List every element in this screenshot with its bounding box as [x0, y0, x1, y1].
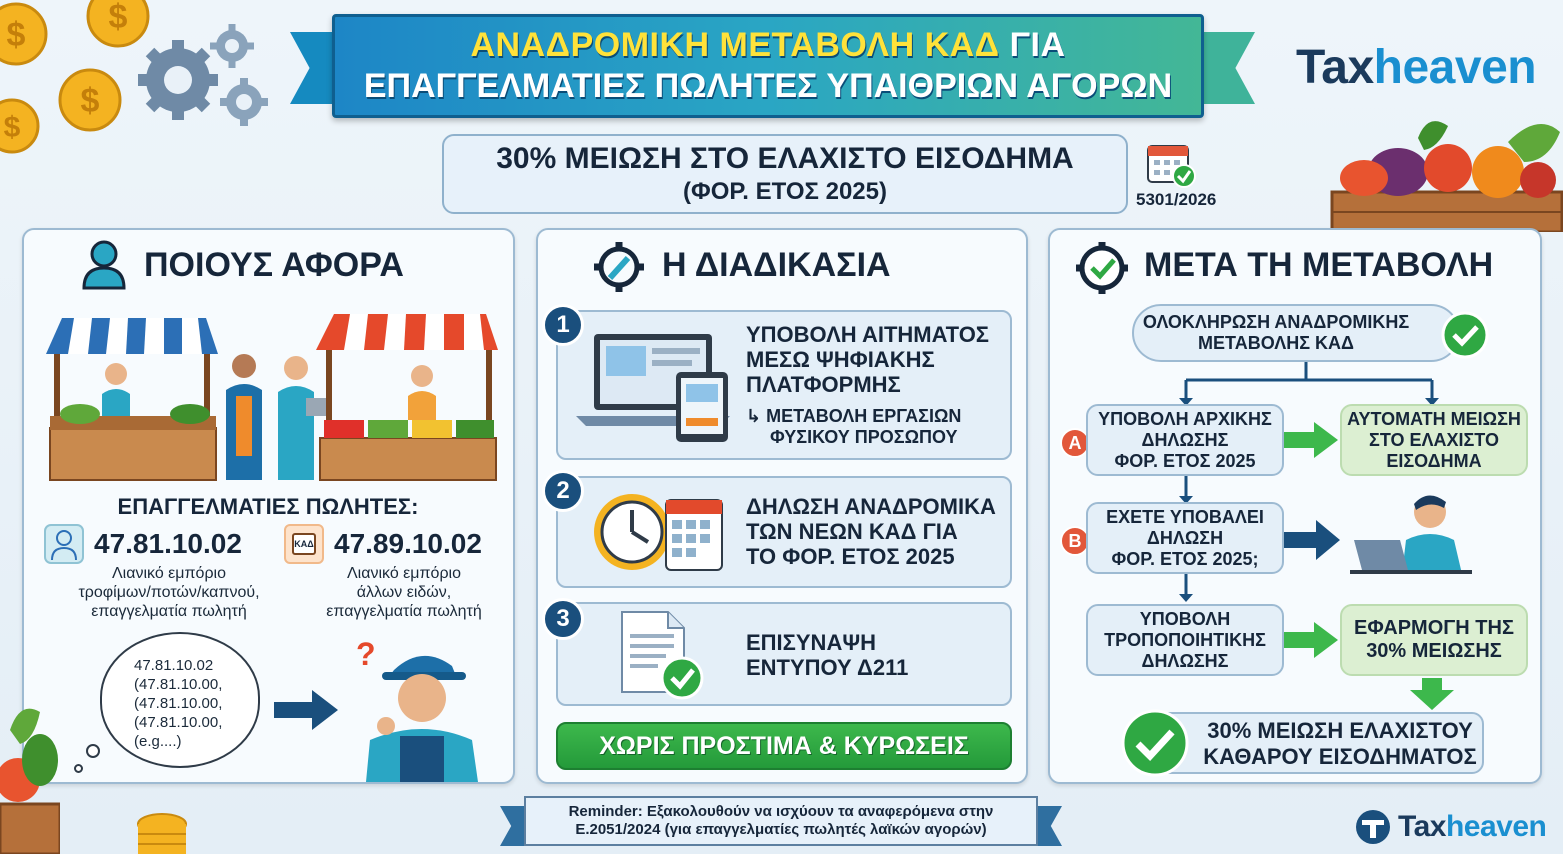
arrow-right-icon: [1284, 520, 1340, 560]
final-result-line: ΚΑΘΑΡΟΥ ΕΙΣΟΔΗΜΑΤΟΣ: [1203, 744, 1477, 769]
reminder-line-2: Ε.2051/2024 (για επαγγελματίες πωλητές λαϊκών αγορών): [575, 821, 987, 838]
document-check-icon: [618, 610, 708, 702]
thought-line: 47.81.10.02: [134, 657, 214, 674]
final-result-text: [1200, 718, 1480, 770]
flow-b-line: ΕΧΕΤΕ ΥΠΟΒΑΛΕΙ: [1106, 506, 1264, 527]
kad-desc-2-line: Λιανικό εμπόριο: [346, 565, 462, 582]
step-3-line: ΕΝΤΥΠΟΥ Δ211: [746, 655, 909, 680]
thought-dot: [74, 764, 83, 773]
flow-amend-line: ΥΠΟΒΟΛΗ: [1139, 608, 1231, 629]
flow-apply-line: 30% ΜΕΙΩΣΗΣ: [1366, 640, 1502, 662]
vendor-icon: [44, 524, 84, 564]
option-a-badge: A: [1060, 428, 1090, 458]
brand-mark-icon: [1354, 808, 1392, 846]
thought-line: (e.g....): [134, 733, 182, 750]
title-banner: [332, 14, 1204, 118]
step-1-subtext: [746, 406, 961, 448]
arrow-right-icon: [272, 688, 342, 732]
arrow-right-icon: [1284, 422, 1338, 458]
person-laptop-illustration: [1350, 488, 1474, 578]
coin-icon: [0, 100, 38, 152]
flow-a-result-line: ΑΥΤΟΜΑΤΗ ΜΕΙΩΣΗ: [1347, 408, 1521, 429]
step-1-sub-line: ΦΥΣΙΚΟΥ ΠΡΟΣΩΠΟΥ: [770, 427, 958, 447]
kad-desc-1-line: επαγγελματία πωλητή: [91, 603, 247, 620]
vendor-person-icon: [408, 365, 436, 420]
thought-text: [134, 656, 222, 751]
kad-desc-1-line: Λιανικό εμπόριο: [111, 565, 227, 582]
coin-icon: [88, 0, 148, 46]
sub-arrow-icon: ↳: [746, 406, 762, 426]
question-mark-icon: ?: [356, 636, 376, 672]
brand-part-1: Tax: [1398, 810, 1446, 843]
confused-vendor-illustration: [352, 640, 482, 782]
svg-text:$: $: [80, 82, 100, 120]
step-1-line: ΥΠΟΒΟΛΗ ΑΙΤΗΜΑΤΟΣ: [746, 322, 990, 347]
kad-code-2: 47.89.10.02: [334, 528, 482, 559]
panel-who-title: ΠΟΙΟΥΣ ΑΦΟΡΑ: [144, 246, 404, 284]
final-result-line: 30% ΜΕΙΩΣΗ ΕΛΑΧΙΣΤΟΥ: [1207, 718, 1473, 743]
decision-code: 5301/2026: [1136, 190, 1217, 209]
reminder-line-1: Reminder: Εξακολουθούν να ισχύουν τα αναφερόμενα στην: [568, 803, 994, 820]
step-2-line: ΤΩΝ ΝΕΩΝ ΚΑΔ ΓΙΑ: [746, 519, 958, 544]
title-connector: ΓΙΑ: [1009, 26, 1066, 64]
vendor-person-icon: [102, 363, 130, 416]
coin-stack-icon: [134, 812, 190, 854]
step-1-line: ΜΕΣΩ ΨΗΦΙΑΚΗΣ: [746, 347, 935, 372]
title-highlight: ΑΝΑΔΡΟΜΙΚΗ ΜΕΤΑΒΟΛΗ ΚΑΔ: [470, 26, 1000, 64]
step-3-number: 3: [542, 598, 584, 640]
user-icon: [80, 238, 128, 290]
brand-part-1: Tax: [1296, 41, 1374, 94]
shopping-bag-icon: [284, 524, 324, 564]
arrow-down-icon: [1410, 678, 1454, 710]
flow-a-box: [1086, 404, 1284, 476]
clock-calendar-icon: [590, 486, 726, 580]
step-1-line: ΠΛΑΤΦΟΡΜΗΣ: [746, 372, 901, 397]
step-2-line: ΤΟ ΦΟΡ. ΕΤΟΣ 2025: [746, 544, 955, 569]
flow-a-result-line: ΣΤΟ ΕΛΑΧΙΣΤΟ: [1369, 429, 1499, 450]
kad-code-1: 47.81.10.02: [94, 528, 242, 559]
step-2-number: 2: [542, 470, 584, 512]
shopping-bag-label: ΚΑΔ: [292, 533, 316, 555]
gear-wrench-icon: [592, 240, 646, 294]
brand-logo[interactable]: [1296, 40, 1536, 95]
gear-icon: [210, 24, 254, 68]
flow-amend-line: ΤΡΟΠΟΠΟΙΗΤΙΚΗΣ: [1104, 629, 1266, 650]
flow-b-line: ΦΟΡ. ΕΤΟΣ 2025;: [1111, 548, 1259, 569]
flow-complete-line: ΜΕΤΑΒΟΛΗΣ ΚΑΔ: [1198, 333, 1354, 353]
flow-a-result-line: ΕΙΣΟΔΗΜΑ: [1386, 450, 1482, 471]
kad-desc-2-line: επαγγελματία πωλητή: [326, 603, 482, 620]
panel-process-title: Η ΔΙΑΔΙΚΑΣΙΑ: [662, 246, 891, 284]
thought-dot: [86, 744, 100, 758]
vendors-heading: ΕΠΑΓΓΕΛΜΑΤΙΕΣ ΠΩΛΗΤΕΣ:: [117, 494, 419, 519]
thought-line: (47.81.10.00,: [134, 714, 223, 731]
flow-amend-line: ΔΗΛΩΣΗΣ: [1141, 650, 1229, 671]
step-3-text: [746, 630, 908, 680]
step-1-number: 1: [542, 304, 584, 346]
flow-complete-box: [1132, 304, 1460, 362]
flow-apply-box: [1340, 604, 1528, 676]
vendor-person-icon: [226, 354, 262, 480]
vegetable-crate-illustration: [0, 700, 60, 854]
arrow-right-icon: [1284, 622, 1338, 658]
market-stall-right: [316, 314, 498, 480]
title-line-2: ΕΠΑΓΓΕΛΜΑΤΙΕΣ ΠΩΛΗΤΕΣ ΥΠΑΙΘΡΙΩΝ ΑΓΟΡΩΝ: [363, 67, 1173, 105]
kad-desc-1-line: τροφίμων/ποτών/καπνού,: [78, 584, 260, 601]
step-1-text: [746, 322, 989, 397]
thought-line: (47.81.10.00,: [134, 695, 223, 712]
coin-icon: [60, 70, 120, 130]
subtitle-main: 30% ΜΕΙΩΣΗ ΣΤΟ ΕΛΑΧΙΣΤΟ ΕΙΣΟΔΗΜΑ: [496, 142, 1074, 175]
subtitle-year: (ΦΟΡ. ΕΤΟΣ 2025): [683, 178, 887, 205]
market-illustration: [40, 310, 500, 486]
gear-check-icon: [1074, 240, 1130, 296]
flow-b-box: [1086, 502, 1284, 574]
subtitle-box: [442, 134, 1128, 214]
flow-amend-box: [1086, 604, 1284, 676]
brand-part-2: heaven: [1373, 41, 1537, 94]
reminder-banner: [524, 796, 1038, 846]
flow-a-result-box: [1340, 404, 1528, 476]
flow-a-line: ΔΗΛΩΣΗΣ: [1141, 429, 1229, 450]
no-fines-banner: ΧΩΡΙΣ ΠΡΟΣΤΙΜΑ & ΚΥΡΩΣΕΙΣ: [556, 722, 1012, 770]
check-circle-icon: [1120, 708, 1190, 778]
check-circle-icon: [1440, 310, 1490, 360]
svg-text:$: $: [3, 111, 21, 144]
laptop-tablet-icon: [574, 330, 734, 442]
step-2-line: ΔΗΛΩΣΗ ΑΝΑΔΡΟΜΙΚΑ: [746, 494, 996, 519]
svg-text:$: $: [108, 0, 128, 36]
option-b-badge: B: [1060, 526, 1090, 556]
brand-part-2: heaven: [1445, 810, 1547, 843]
kad-desc-2: [304, 564, 504, 621]
step-3-line: ΕΠΙΣΥΝΑΨΗ: [746, 630, 877, 655]
flow-b-line: ΔΗΛΩΣΗ: [1146, 527, 1224, 548]
flow-a-line: ΥΠΟΒΟΛΗ ΑΡΧΙΚΗΣ: [1098, 408, 1272, 429]
page-title: [470, 26, 1065, 65]
coins-gears-decoration: [0, 0, 280, 160]
vegetable-crate-illustration: [1328, 112, 1563, 232]
step-1-sub-line: ΜΕΤΑΒΟΛΗ ΕΡΓΑΣΙΩΝ: [766, 406, 962, 426]
coin-icon: [0, 4, 46, 64]
flow-a-line: ΦΟΡ. ΕΤΟΣ 2025: [1114, 450, 1256, 471]
kad-desc-1: [60, 564, 278, 621]
flow-complete-line: ΟΛΟΚΛΗΡΩΣΗ ΑΝΑΔΡΟΜΙΚΗΣ: [1142, 312, 1410, 332]
step-2-text: [746, 494, 996, 569]
kad-desc-2-line: άλλων ειδών,: [356, 584, 452, 601]
calendar-check-icon: [1146, 140, 1198, 188]
panel-after-title: ΜΕΤΑ ΤΗ ΜΕΤΑΒΟΛΗ: [1144, 246, 1494, 284]
market-stall-left: [46, 318, 218, 480]
flow-apply-line: ΕΦΑΡΜΟΓΗ ΤΗΣ: [1354, 617, 1514, 639]
gear-icon: [138, 40, 218, 120]
svg-text:$: $: [6, 16, 26, 54]
gear-icon: [220, 78, 268, 126]
brand-logo-footer[interactable]: [1398, 810, 1546, 844]
thought-line: (47.81.10.00,: [134, 676, 223, 693]
